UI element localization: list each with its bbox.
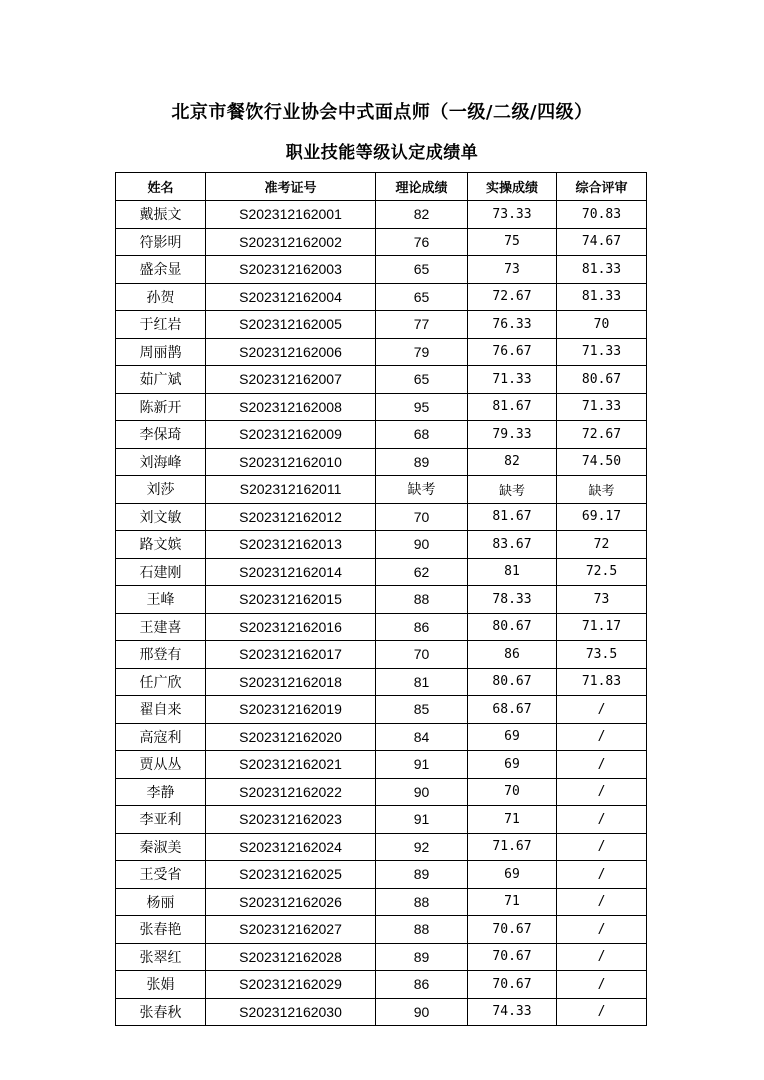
cell-theory-score: 86	[376, 971, 468, 999]
cell-practical-score: 70.67	[468, 916, 557, 944]
cell-overall-review: /	[557, 971, 647, 999]
cell-exam-id: S202312162002	[206, 228, 376, 256]
cell-overall-review: /	[557, 833, 647, 861]
table-row	[116, 723, 647, 751]
cell-exam-id: S202312162020	[206, 723, 376, 751]
cell-exam-id: S202312162021	[206, 751, 376, 779]
cell-overall-review: 72	[557, 531, 647, 559]
cell-practical-score: 80.67	[468, 613, 557, 641]
cell-exam-id: S202312162011	[206, 476, 376, 504]
cell-overall-review: /	[557, 751, 647, 779]
cell-overall-review: /	[557, 723, 647, 751]
cell-name: 李保琦	[116, 421, 206, 449]
table-row	[116, 806, 647, 834]
table-row	[116, 861, 647, 889]
table-body	[116, 201, 647, 1026]
table-row	[116, 421, 647, 449]
cell-name: 孙贺	[116, 283, 206, 311]
cell-name: 符影明	[116, 228, 206, 256]
cell-exam-id: S202312162012	[206, 503, 376, 531]
cell-overall-review: /	[557, 806, 647, 834]
cell-theory-score: 89	[376, 861, 468, 889]
cell-theory-score: 86	[376, 613, 468, 641]
table-row	[116, 503, 647, 531]
cell-practical-score: 81.67	[468, 393, 557, 421]
cell-overall-review: 70	[557, 311, 647, 339]
table-row	[116, 448, 647, 476]
table-row	[116, 778, 647, 806]
scores-table	[115, 172, 647, 1026]
cell-practical-score: 71	[468, 806, 557, 834]
cell-practical-score: 86	[468, 641, 557, 669]
header-name: 姓名	[116, 173, 206, 201]
cell-theory-score: 65	[376, 283, 468, 311]
cell-exam-id: S202312162025	[206, 861, 376, 889]
cell-theory-score: 88	[376, 586, 468, 614]
cell-name: 石建刚	[116, 558, 206, 586]
cell-theory-score: 缺考	[376, 476, 468, 504]
cell-practical-score: 72.67	[468, 283, 557, 311]
cell-theory-score: 90	[376, 998, 468, 1026]
cell-theory-score: 70	[376, 503, 468, 531]
cell-practical-score: 76.33	[468, 311, 557, 339]
cell-practical-score: 74.33	[468, 998, 557, 1026]
cell-exam-id: S202312162008	[206, 393, 376, 421]
cell-theory-score: 92	[376, 833, 468, 861]
cell-theory-score: 91	[376, 751, 468, 779]
cell-exam-id: S202312162026	[206, 888, 376, 916]
cell-theory-score: 62	[376, 558, 468, 586]
cell-theory-score: 70	[376, 641, 468, 669]
cell-practical-score: 71.67	[468, 833, 557, 861]
cell-overall-review: 71.17	[557, 613, 647, 641]
table-row	[116, 338, 647, 366]
cell-name: 张春秋	[116, 998, 206, 1026]
cell-name: 李静	[116, 778, 206, 806]
table-row	[116, 476, 647, 504]
cell-name: 秦淑美	[116, 833, 206, 861]
cell-overall-review: /	[557, 861, 647, 889]
cell-practical-score: 78.33	[468, 586, 557, 614]
cell-name: 盛余显	[116, 256, 206, 284]
cell-overall-review: /	[557, 998, 647, 1026]
cell-practical-score: 80.67	[468, 668, 557, 696]
cell-exam-id: S202312162004	[206, 283, 376, 311]
cell-theory-score: 90	[376, 778, 468, 806]
cell-theory-score: 81	[376, 668, 468, 696]
cell-exam-id: S202312162015	[206, 586, 376, 614]
cell-theory-score: 82	[376, 201, 468, 229]
document-subtitle: 职业技能等级认定成绩单	[285, 143, 479, 163]
cell-exam-id: S202312162013	[206, 531, 376, 559]
table-row	[116, 971, 647, 999]
cell-exam-id: S202312162022	[206, 778, 376, 806]
cell-exam-id: S202312162006	[206, 338, 376, 366]
table-row	[116, 558, 647, 586]
table-row	[116, 201, 647, 229]
cell-theory-score: 89	[376, 448, 468, 476]
cell-practical-score: 83.67	[468, 531, 557, 559]
cell-practical-score: 69	[468, 861, 557, 889]
cell-theory-score: 85	[376, 696, 468, 724]
cell-practical-score: 70	[468, 778, 557, 806]
cell-exam-id: S202312162014	[206, 558, 376, 586]
table-row	[116, 943, 647, 971]
cell-exam-id: S202312162018	[206, 668, 376, 696]
cell-theory-score: 68	[376, 421, 468, 449]
cell-theory-score: 95	[376, 393, 468, 421]
cell-exam-id: S202312162009	[206, 421, 376, 449]
cell-name: 张翠红	[116, 943, 206, 971]
header-practical-score: 实操成绩	[468, 173, 557, 201]
table-row	[116, 998, 647, 1026]
cell-exam-id: S202312162028	[206, 943, 376, 971]
cell-overall-review: /	[557, 778, 647, 806]
cell-practical-score: 68.67	[468, 696, 557, 724]
cell-practical-score: 73.33	[468, 201, 557, 229]
cell-exam-id: S202312162027	[206, 916, 376, 944]
cell-name: 王峰	[116, 586, 206, 614]
cell-name: 贾从丛	[116, 751, 206, 779]
cell-overall-review: /	[557, 943, 647, 971]
cell-practical-score: 76.67	[468, 338, 557, 366]
cell-theory-score: 88	[376, 888, 468, 916]
cell-name: 翟自来	[116, 696, 206, 724]
table-row	[116, 668, 647, 696]
cell-theory-score: 91	[376, 806, 468, 834]
cell-name: 路文嫔	[116, 531, 206, 559]
table-row	[116, 366, 647, 394]
cell-theory-score: 65	[376, 256, 468, 284]
cell-name: 刘文敏	[116, 503, 206, 531]
cell-exam-id: S202312162029	[206, 971, 376, 999]
cell-name: 邢登有	[116, 641, 206, 669]
header-overall-review: 综合评审	[557, 173, 647, 201]
cell-name: 李亚利	[116, 806, 206, 834]
cell-practical-score: 81	[468, 558, 557, 586]
cell-name: 茹广斌	[116, 366, 206, 394]
cell-name: 陈新开	[116, 393, 206, 421]
table-row	[116, 613, 647, 641]
table-row	[116, 641, 647, 669]
header-theory-score: 理论成绩	[376, 173, 468, 201]
cell-practical-score: 73	[468, 256, 557, 284]
table-row	[116, 228, 647, 256]
cell-name: 于红岩	[116, 311, 206, 339]
cell-name: 王受省	[116, 861, 206, 889]
cell-overall-review: 70.83	[557, 201, 647, 229]
cell-overall-review: 72.5	[557, 558, 647, 586]
cell-overall-review: 81.33	[557, 283, 647, 311]
table-row	[116, 833, 647, 861]
cell-practical-score: 71	[468, 888, 557, 916]
cell-overall-review: 81.33	[557, 256, 647, 284]
cell-exam-id: S202312162003	[206, 256, 376, 284]
table-row	[116, 696, 647, 724]
cell-exam-id: S202312162005	[206, 311, 376, 339]
cell-overall-review: /	[557, 888, 647, 916]
cell-overall-review: 71.83	[557, 668, 647, 696]
table-row	[116, 256, 647, 284]
cell-practical-score: 69	[468, 723, 557, 751]
cell-overall-review: 缺考	[557, 476, 647, 504]
cell-overall-review: 69.17	[557, 503, 647, 531]
cell-exam-id: S202312162023	[206, 806, 376, 834]
cell-theory-score: 89	[376, 943, 468, 971]
table-row	[116, 916, 647, 944]
cell-exam-id: S202312162016	[206, 613, 376, 641]
cell-overall-review: 71.33	[557, 393, 647, 421]
header-exam-id: 准考证号	[206, 173, 376, 201]
cell-name: 高寇利	[116, 723, 206, 751]
cell-exam-id: S202312162017	[206, 641, 376, 669]
cell-name: 任广欣	[116, 668, 206, 696]
table-row	[116, 311, 647, 339]
cell-exam-id: S202312162010	[206, 448, 376, 476]
table-row	[116, 531, 647, 559]
cell-practical-score: 81.67	[468, 503, 557, 531]
cell-theory-score: 79	[376, 338, 468, 366]
cell-overall-review: 80.67	[557, 366, 647, 394]
cell-practical-score: 69	[468, 751, 557, 779]
cell-theory-score: 88	[376, 916, 468, 944]
cell-overall-review: 71.33	[557, 338, 647, 366]
cell-name: 戴振文	[116, 201, 206, 229]
cell-name: 王建喜	[116, 613, 206, 641]
cell-name: 杨丽	[116, 888, 206, 916]
document-title: 北京市餐饮行业协会中式面点师（一级/二级/四级）	[171, 102, 593, 123]
cell-name: 刘莎	[116, 476, 206, 504]
cell-practical-score: 75	[468, 228, 557, 256]
cell-theory-score: 90	[376, 531, 468, 559]
cell-overall-review: 72.67	[557, 421, 647, 449]
table-row	[116, 888, 647, 916]
table-row	[116, 751, 647, 779]
cell-theory-score: 65	[376, 366, 468, 394]
cell-theory-score: 77	[376, 311, 468, 339]
cell-overall-review: 74.67	[557, 228, 647, 256]
cell-theory-score: 84	[376, 723, 468, 751]
cell-name: 张娟	[116, 971, 206, 999]
table-header-row	[116, 173, 647, 201]
cell-practical-score: 71.33	[468, 366, 557, 394]
cell-practical-score: 70.67	[468, 943, 557, 971]
cell-overall-review: 73.5	[557, 641, 647, 669]
cell-overall-review: /	[557, 696, 647, 724]
cell-name: 周丽鹊	[116, 338, 206, 366]
cell-overall-review: 74.50	[557, 448, 647, 476]
cell-theory-score: 76	[376, 228, 468, 256]
cell-practical-score: 79.33	[468, 421, 557, 449]
cell-overall-review: 73	[557, 586, 647, 614]
cell-exam-id: S202312162019	[206, 696, 376, 724]
cell-practical-score: 70.67	[468, 971, 557, 999]
table-row	[116, 283, 647, 311]
cell-exam-id: S202312162007	[206, 366, 376, 394]
cell-exam-id: S202312162024	[206, 833, 376, 861]
cell-practical-score: 82	[468, 448, 557, 476]
cell-name: 张春艳	[116, 916, 206, 944]
cell-name: 刘海峰	[116, 448, 206, 476]
cell-exam-id: S202312162030	[206, 998, 376, 1026]
table-row	[116, 586, 647, 614]
cell-practical-score: 缺考	[468, 476, 557, 504]
cell-exam-id: S202312162001	[206, 201, 376, 229]
cell-overall-review: /	[557, 916, 647, 944]
table-row	[116, 393, 647, 421]
